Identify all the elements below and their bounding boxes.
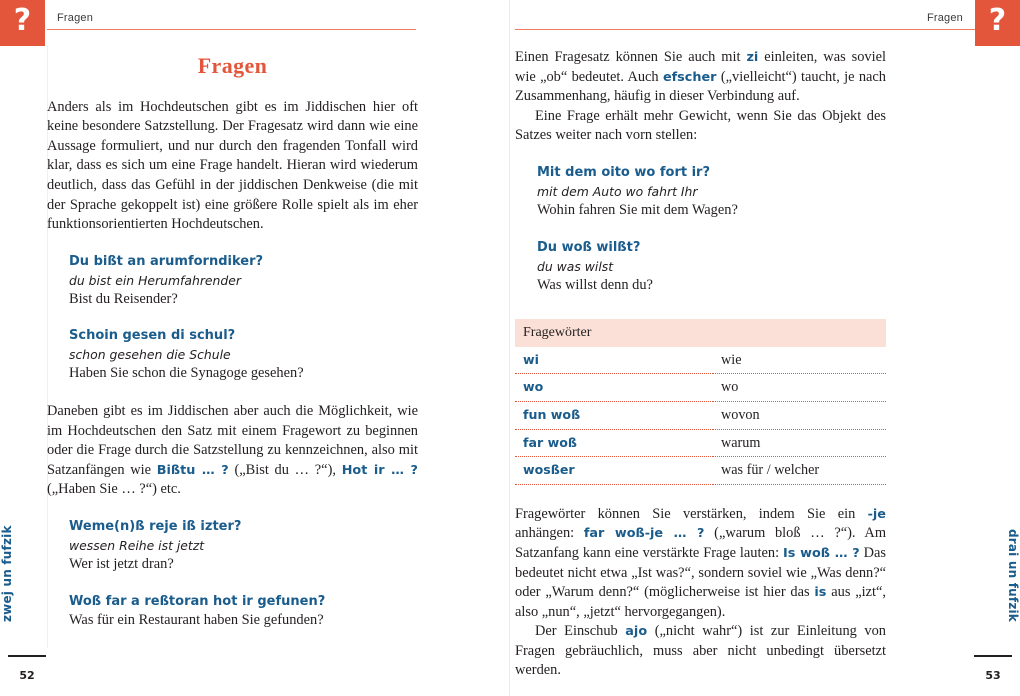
running-head-right: Fragen (926, 12, 963, 24)
table-row (515, 429, 886, 457)
example-german: Was für ein Restaurant haben Sie gefunden? (69, 611, 324, 628)
paragraph-2: Eine Frage erhält mehr Gewicht, wenn Sie das Objekt des Satzes weiter nach vorn stellen: (515, 107, 886, 144)
page-number-left: 52 (19, 669, 35, 682)
folio-rule-right (974, 655, 1012, 657)
paragraph-4-part1: Der Einschub (535, 623, 626, 640)
paragraph-1-part3: („vielleicht“) taucht, je nach Zusammenhang, häufig in dieser Verbindung auf. (515, 68, 886, 105)
running-head-left: Fragen (57, 12, 94, 24)
example-yiddish: Du woß wilßt? (537, 239, 641, 255)
examples-group-2 (47, 517, 418, 630)
paragraph-1-part1: Einen Fragesatz können Sie auch mit (515, 49, 747, 65)
paragraph-3-part2: anhängen: (515, 525, 584, 542)
examples-group-1 (47, 252, 418, 384)
paragraph-4 (515, 622, 886, 681)
side-tab-left: zwej un fufzik (0, 525, 14, 622)
middle-paragraph (47, 402, 418, 500)
inline-yiddish-term: Hot ir … ? (341, 462, 418, 478)
example-block (537, 163, 886, 221)
inline-yiddish-term: far woß-je … ? (583, 526, 705, 542)
inline-yiddish-term: zi (746, 50, 759, 65)
inline-yiddish-term: -je (867, 506, 886, 522)
inline-yiddish-term: efscher (662, 69, 717, 85)
middle-paragraph-part1: Daneben gibt es im Jiddischen aber auch die Möglichkeit, wie im Hochdeutschen den Satz mit einem Fragewort zu beginnen oder die Frage durch die Satzstellung zu kennzeichnen, also mit Satzanfängen wie (47, 402, 418, 478)
example-german: Was willst denn du? (537, 276, 653, 293)
table-cell-yiddish: wi (515, 347, 713, 374)
table-row (515, 457, 886, 485)
table-row (515, 374, 886, 402)
header-rule-right (515, 29, 975, 30)
examples-group-right (515, 163, 886, 295)
example-block (69, 517, 418, 575)
example-literal: wessen Reihe ist jetzt (69, 537, 205, 553)
header-rule-left (47, 29, 416, 30)
question-mark-icon: ? (975, 0, 1020, 46)
example-german: Wer ist jetzt dran? (69, 555, 174, 572)
paragraph-3-part4: Das bedeutet nicht etwa „Ist was?“, sondern soviel wie „Was denn?“ oder „Warum denn?“ (möglicherweise ist hier das (515, 544, 886, 601)
table-cell-yiddish: far woß (515, 429, 713, 457)
table-cell-german: warum (713, 429, 886, 457)
middle-paragraph-part3: („Haben Sie … ?“) etc. (47, 481, 181, 498)
example-yiddish: Weme(n)ß reje iß izter? (69, 518, 242, 534)
example-literal: du was wilst (537, 258, 614, 274)
right-column (515, 48, 886, 681)
question-mark-icon: ? (0, 0, 45, 46)
paragraph-3 (515, 505, 886, 623)
table-row (515, 401, 886, 429)
example-literal: schon gesehen die Schule (69, 347, 231, 363)
paragraph-1 (515, 48, 886, 107)
table-cell-german: wie (713, 347, 886, 374)
table-cell-german: was für / welcher (713, 457, 886, 485)
example-german: Bist du Reisender? (69, 290, 178, 307)
right-page (510, 0, 1020, 696)
table-caption: Fragewörter (515, 319, 886, 347)
example-literal: mit dem Auto wo fahrt Ihr (537, 183, 698, 199)
paragraph-3-part3: („warum bloß … ?“). Am Satzanfang kann eine verstärkte Frage lauten: (515, 525, 887, 561)
example-literal: du bist ein Herumfahrender (69, 272, 241, 288)
example-yiddish: Schoin gesen di schul? (69, 328, 236, 344)
example-block (69, 252, 418, 310)
paragraph-4-part2: („nicht wahr“) ist zur Einleitung von Fragen gebräuchlich, muss aber nicht unbedingt übersetzt werden. (515, 623, 887, 679)
question-words-table (515, 319, 886, 485)
example-german: Haben Sie schon die Synagoge gesehen? (69, 365, 304, 382)
inline-yiddish-term: Bißtu … ? (156, 462, 229, 478)
left-column (47, 48, 418, 648)
table-cell-german: wo (713, 374, 886, 402)
folio-rule-left (8, 655, 46, 657)
example-german: Wohin fahren Sie mit dem Wagen? (537, 201, 738, 218)
table-cell-german: wovon (713, 401, 886, 429)
middle-paragraph-part2: („Bist du … ?“), (228, 461, 342, 478)
intro-paragraph: Anders als im Hochdeutschen gibt es im Jiddischen hier oft keine besondere Satzstellung. Der Fragesatz wird dann wie eine Aussage formuliert, und nur durch den fragenden Tonfall wird klar, dass es sich um eine Frage handelt. Hieran wird wiederum deutlich, dass das Gefühl in der jiddischen Denkweise (die mit der Sprache gekoppelt ist) eine größere Rolle spielt als im eher funktionsorientierten Hochdeutschen. (47, 98, 418, 233)
example-block (69, 326, 418, 384)
side-tab-right: drai un fufzik (1006, 528, 1020, 622)
inline-yiddish-term: is (814, 585, 827, 601)
example-yiddish: Woß far a reßtoran hot ir gefunen? (69, 593, 326, 609)
inline-yiddish-term: ajo (625, 624, 648, 640)
table-cell-yiddish: fun woß (515, 401, 713, 429)
example-yiddish: Mit dem oito wo fort ir? (537, 164, 710, 180)
table-cell-yiddish: wo (515, 374, 713, 402)
page-number-right: 53 (985, 669, 1001, 682)
paragraph-3-part1: Fragewörter können Sie verstärken, indem Sie ein (515, 505, 868, 522)
example-yiddish: Du bißt an arumforndiker? (69, 253, 264, 269)
paragraph-1-part2: einleiten, was soviel wie „ob“ bedeutet. Auch (515, 49, 886, 85)
inline-yiddish-term: Is woß … ? (782, 545, 860, 561)
example-block (69, 592, 418, 631)
example-block (537, 238, 886, 296)
table-cell-yiddish: wosßer (515, 457, 713, 485)
page-title: Fragen (197, 53, 268, 78)
table-row (515, 347, 886, 374)
paragraph-3-part5: aus „izt“, also „nun“, „jetzt“ hervorgegangen). (515, 584, 886, 620)
